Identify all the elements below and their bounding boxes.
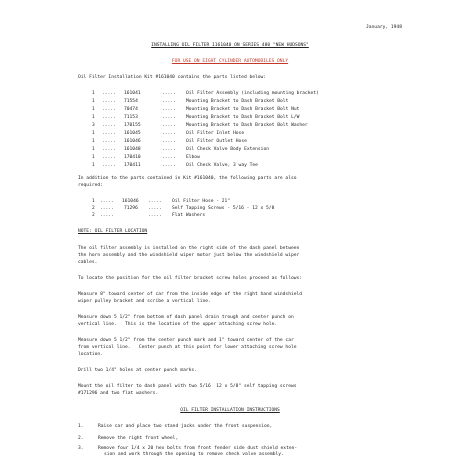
part-qty: 1 (92, 139, 95, 144)
part-number: 71153 (124, 115, 138, 120)
part-qty: 1 (92, 147, 95, 152)
part-number: 170155 (124, 123, 141, 128)
step-number: 2. (78, 436, 84, 441)
part-description: Oil Filter Assembly (including mounting bracket) (186, 91, 319, 96)
part-qty: 3 (92, 123, 95, 128)
part-description: Oil Filter Hose - 21" (172, 199, 231, 204)
paragraph-line: vertical line. This is the location of the upper attaching screw hole. (78, 322, 278, 327)
part-qty: 1 (92, 155, 95, 160)
instructions-heading: OIL FILTER INSTALLATION INSTRUCTIONS (180, 408, 280, 413)
part-description: Mounting Bracket to Dash Bracket Bolt (186, 99, 289, 104)
paragraph-line: #171296 and two flat washers. (78, 391, 159, 396)
paragraph-line: from vertical line. Center punch at this point for lower attaching screw hole (78, 345, 297, 350)
part-number: 161045 (124, 131, 141, 136)
part-number: 161046 (122, 199, 139, 204)
part-qty: 2 (92, 206, 95, 211)
part-qty: 1 (92, 115, 95, 120)
part-description: Oil Filter Inlet Hose (186, 131, 245, 136)
paragraph-line: the horn assembly and the windshield wiper motor just below the windshield wiper (78, 253, 300, 258)
part-number: 161041 (124, 91, 141, 96)
part-qty: 1 (92, 163, 95, 168)
part-qty: 1 (92, 99, 95, 104)
document-subtitle: FOR USE ON EIGHT CYLINDER AUTOMOBILES ONLY (171, 59, 289, 64)
step-number: 3. (78, 446, 84, 451)
paragraph-line: The oil filter assembly is installed on the right side of the dash panel between (78, 246, 300, 251)
paragraph-line: cables. (78, 260, 98, 265)
step-text: sion and work through the opening to remove check valve assembly. (104, 452, 284, 457)
document-page: January, 1948 INSTALLING OIL FILTER 1161040 ON SERIES 480 "NEW HUDSONS" FOR USE ON EIGHT CYLINDER AUTOMOBILES ONLY Oil Filter Installation Kit #161040 contains the parts listed below: 1 161041 Oil Filter Assembly (including mounting bracket) 1 71554 Mounting Bracket to Dash Bracket Bolt 1 70474 Mounting Bracket to Dash Bracket Bolt Nut 1 71153 Mounting Bracket to Dash Bracket Bolt L/W 3 170155 Mounting Bracket to Dash Bracket Bolt Washer 1 161045 Oil Filter Inlet Hose 1 161046 Oil Filter Outlet Hose 1 161048 Oil Check Valve Body Extension 1 170410 Elbow 1 170411 Oil Check Valve, 3 way Tee ..... ..... ..... ..... ..... ..... ..... ..... ..... ..... ..... ..... ..... ..... ..... ..... ..... ..... ..... ..... In addition to the parts contained in Kit #161040, the following parts are also required: 1 161046 Oil Filter Hose - 21" 2 71296 Self Tapping Screws - 5/16 - 12 x 5/8 2 Flat Washers ..... ..... ..... ..... ..... ..... NOTE: OIL FILTER LOCATION The oil filter assembly is installed on the right side of the dash panel between the horn assembly and the windshield wiper motor just below the windshield wiper cables. To locate the position for the oil filter bracket screw holes proceed as follows: Measure 8" toward center of car from the inside edge of the right hand windshield wiper pulley bracket and scribe a vertical line. Measure down 5 1/2" from bottom of dash panel drain trough and center punch on vertical line. This is the location of the upper attaching screw hole. Measure down 5 1/2" from the center punch mark and 1" toward center of the car from vertical line. Center punch at this point for lower attaching screw hole location. Drill two 1/4" holes at center punch marks. Mount the oil filter to dash panel with two 5/16 12 x 5/8" self tapping screws #171296 and two flat washers. OIL FILTER INSTALLATION INSTRUCTIONS 1. Raise car and place two stand jacks under the front suspension, 2. Remove the right front wheel, 3. Remove four 1/4 x 20 hex bolts from front fender side dust shield exten- sion and work through the opening to remove check valve assembly. (0, 0, 458, 458)
part-qty: 1 (92, 131, 95, 136)
part-qty: 1 (92, 107, 95, 112)
part-number: 170410 (124, 155, 141, 160)
part-number: 161046 (124, 139, 141, 144)
part-description: Flat Washers (172, 213, 206, 218)
part-description: Oil Filter Outlet Hose (186, 139, 247, 144)
part-qty: 2 (92, 213, 95, 218)
part-description: Self Tapping Screws - 5/16 - 12 x 5/8 (172, 206, 275, 211)
part-number: 70474 (124, 107, 138, 112)
part-qty: 1 (92, 199, 95, 204)
extra-intro-line: In addition to the parts contained in Kit #161040, the following parts are also (78, 176, 297, 181)
paragraph-line: Measure down 5 1/2" from bottom of dash panel drain trough and center punch on (78, 315, 294, 320)
step-text: Raise car and place two stand jacks under the front suspension, (98, 424, 273, 429)
document-title: INSTALLING OIL FILTER 1161040 ON SERIES 480 "NEW HUDSONS" (151, 43, 309, 48)
step-text: Remove four 1/4 x 20 hex bolts from front fender side dust shield exten- (98, 446, 298, 451)
kit-intro: Oil Filter Installation Kit #161040 contains the parts listed below: (78, 75, 267, 80)
part-description: Oil Check Valve, 3 way Tee (186, 163, 258, 168)
part-description: Elbow (186, 155, 200, 160)
paragraph-line: Drill two 1/4" holes at center punch marks. (78, 368, 197, 373)
part-description: Oil Check Valve Body Extension (186, 147, 269, 152)
paragraph-line: wiper pulley bracket and scribe a vertical line. (78, 299, 211, 304)
part-number: 161048 (124, 147, 141, 152)
part-description: Mounting Bracket to Dash Bracket Bolt Nut (186, 107, 300, 112)
paragraph-line: location. (78, 352, 103, 357)
part-number: 71554 (124, 99, 138, 104)
note-heading: NOTE: OIL FILTER LOCATION (78, 229, 148, 234)
part-qty: 1 (92, 91, 95, 96)
paragraph-line: Measure down 5 1/2" from the center punch mark and 1" toward center of the car (78, 338, 294, 343)
paragraph-line: Measure 8" toward center of car from the inside edge of the right hand windshield (78, 292, 303, 297)
part-description: Mounting Bracket to Dash Bracket Bolt L/W (186, 115, 300, 120)
part-number: 71296 (124, 206, 138, 211)
step-number: 1. (78, 424, 84, 429)
paragraph-line: Mount the oil filter to dash panel with two 5/16 12 x 5/8" self tapping screws (78, 384, 297, 389)
step-text: Remove the right front wheel, (98, 436, 179, 441)
part-number: 170411 (124, 163, 141, 168)
paragraph-line: To locate the position for the oil filter bracket screw holes proceed as follows: (78, 276, 303, 281)
extra-intro-line: required: (78, 183, 103, 188)
part-description: Mounting Bracket to Dash Bracket Bolt Washer (186, 123, 308, 128)
document-date: January, 1948 (366, 25, 402, 30)
